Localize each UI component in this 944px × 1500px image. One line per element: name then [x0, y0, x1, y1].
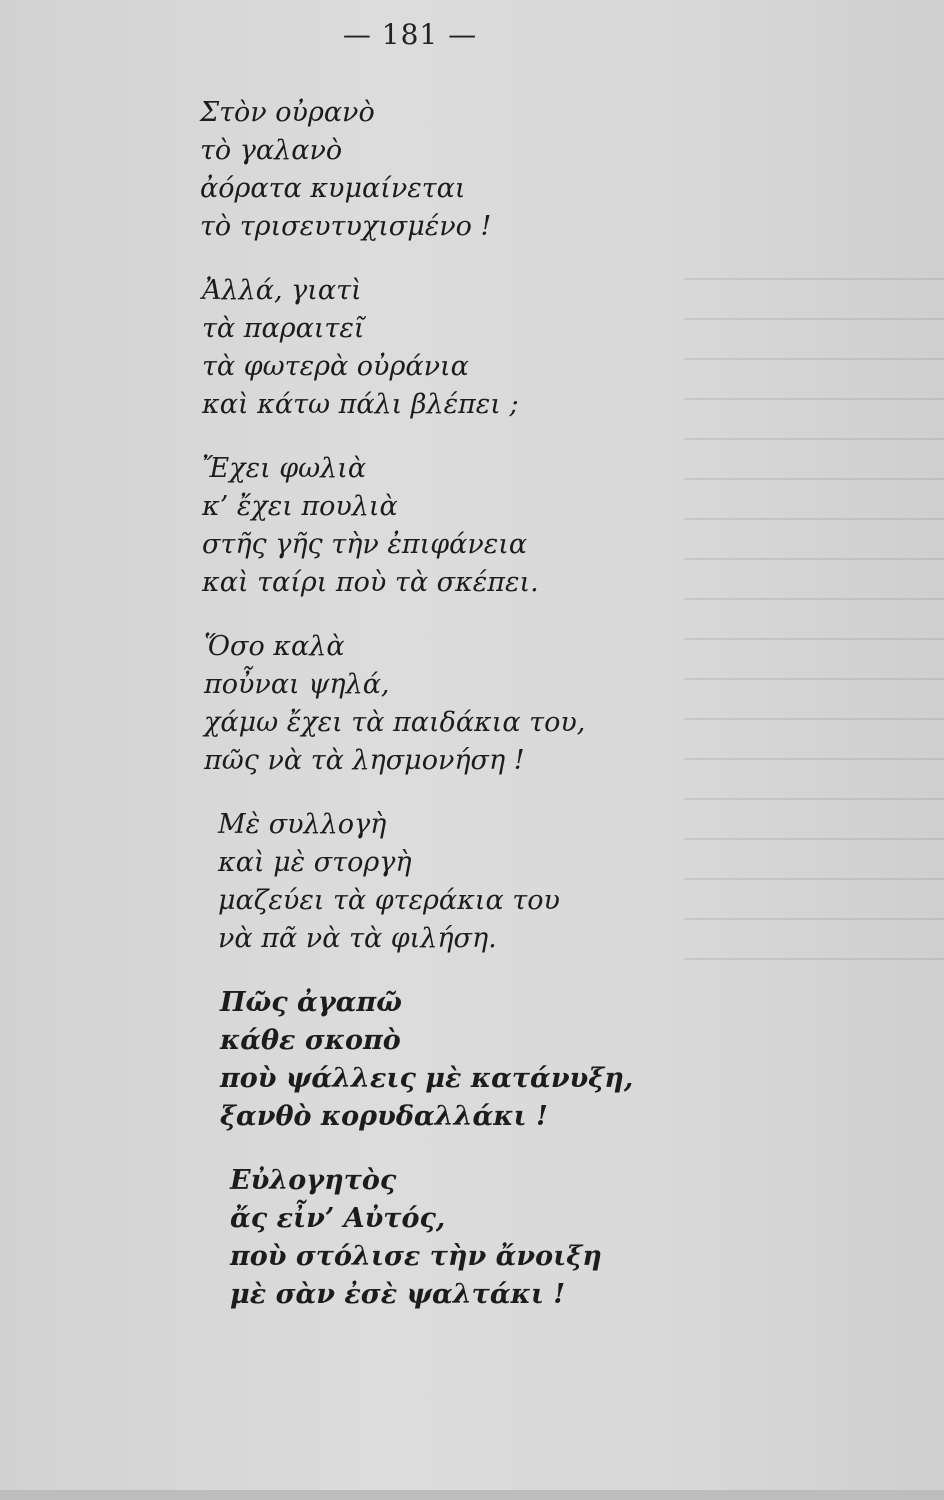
poem-line: μὲ σὰν ἐσὲ ψαλτάκι !: [230, 1279, 566, 1310]
poem-line: ἄς εἶν’ Αὐτός,: [230, 1203, 446, 1234]
poem-line: τὰ φωτερὰ οὐράνια: [202, 351, 469, 382]
page-bottom-edge: [0, 1490, 944, 1500]
stanza-2: [202, 272, 800, 424]
stanza-5: [218, 806, 800, 958]
poem-line: Ὅσο καλὰ: [204, 631, 345, 662]
poem-line: ποὺ ψάλλεις μὲ κατάνυξη,: [220, 1063, 634, 1094]
poem-line: κάθε σκοπὸ: [220, 1025, 401, 1056]
poem-line: Στὸν οὐρανὸ: [200, 97, 375, 128]
poem-line: καὶ ταίρι ποὺ τὰ σκέπει.: [202, 567, 539, 598]
poem-line: στῆς γῆς τὴν ἐπιφάνεια: [202, 529, 528, 560]
poem-line: Πῶς ἀγαπῶ: [220, 987, 402, 1018]
poem-line: Ἔχει φωλιὰ: [202, 453, 367, 484]
poem-line: κ’ ἔχει πουλιὰ: [202, 491, 398, 522]
poem-line: ἀόρατα κυμαίνεται: [200, 173, 466, 204]
stanza-6: [220, 984, 800, 1136]
stanza-3: [202, 450, 800, 602]
poem-line: Μὲ συλλογὴ: [218, 809, 387, 840]
poem-line: Εὐλογητὸς: [230, 1165, 397, 1196]
poem: [200, 94, 800, 1340]
poem-line: καὶ κάτω πάλι βλέπει ;: [202, 389, 519, 420]
poem-line: Ἀλλά, γιατὶ: [202, 275, 362, 306]
poem-line: τὸ τρισευτυχισμένο !: [200, 211, 492, 242]
poem-line: ποὖναι ψηλά,: [204, 669, 390, 700]
poem-line: πῶς νὰ τὰ λησμονήση !: [204, 745, 525, 776]
stanza-4: [204, 628, 800, 780]
poem-line: ποὺ στόλισε τὴν ἄνοιξη: [230, 1241, 602, 1272]
stanza-7: [230, 1162, 800, 1314]
poem-line: νὰ πᾶ νὰ τὰ φιλήση.: [218, 923, 497, 954]
poem-line: ξανθὸ κορυδαλλάκι !: [220, 1101, 548, 1132]
poem-line: τὸ γαλανὸ: [200, 135, 343, 166]
stanza-1: [200, 94, 800, 246]
poem-line: τὰ παραιτεῖ: [202, 313, 365, 344]
poem-line: χάμω ἔχει τὰ παιδάκια του,: [204, 707, 586, 738]
poem-line: καὶ μὲ στοργὴ: [218, 847, 412, 878]
page-number: — 181 —: [342, 18, 478, 51]
poem-line: μαζεύει τὰ φτεράκια του: [218, 885, 560, 916]
